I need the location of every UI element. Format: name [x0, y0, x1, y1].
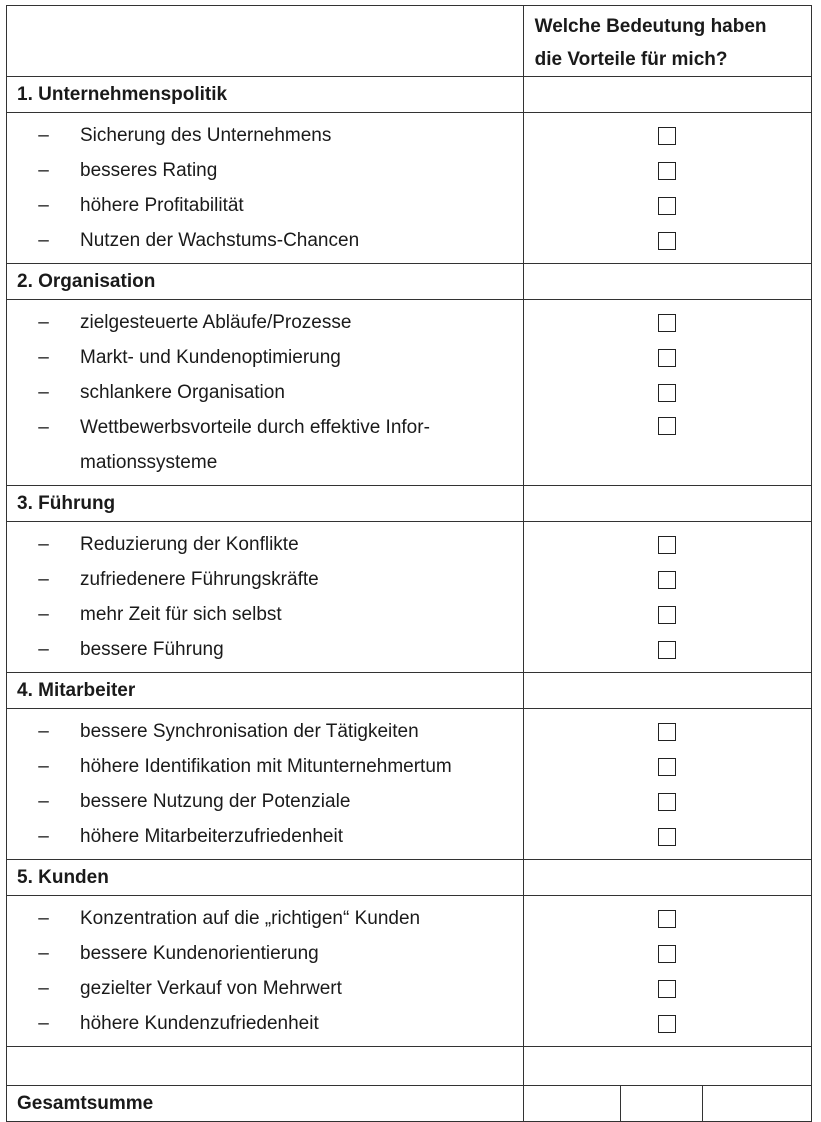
list-item: – Nutzen der Wachstums-Chancen	[38, 230, 360, 251]
benefits-table	[6, 5, 812, 1122]
section-title: 5. Kunden	[17, 867, 109, 888]
list-item: – höhere Kundenzufriedenheit	[38, 1013, 319, 1034]
list-item-continuation: mationssysteme	[80, 452, 218, 473]
list-item: – höhere Mitarbeiterzufriedenheit	[38, 826, 343, 847]
section-items-row	[7, 522, 812, 673]
checkbox[interactable]	[658, 162, 676, 180]
list-item: – Sicherung des Unternehmens	[38, 125, 332, 146]
list-item: – Reduzierung der Konflikte	[38, 534, 299, 555]
section-title-row	[7, 77, 812, 113]
header-cell	[523, 6, 811, 77]
list-item: – schlankere Organisation	[38, 382, 285, 403]
section-title-row	[7, 673, 812, 709]
total-row	[7, 1086, 812, 1122]
checkbox[interactable]	[658, 828, 676, 846]
section-items-row	[7, 300, 812, 486]
list-item: – bessere Synchronisation der Tätigkeiten	[38, 721, 419, 742]
header-line-1: Welche Bedeutung haben	[534, 16, 767, 37]
section-title-row	[7, 486, 812, 522]
checkbox[interactable]	[658, 945, 676, 963]
checkbox[interactable]	[658, 641, 676, 659]
list-item: – höhere Profitabilität	[38, 195, 244, 216]
list-item: – besseres Rating	[38, 160, 218, 181]
list-item: – Wettbewerbsvorteile durch effektive Infor-	[38, 417, 430, 438]
checkbox[interactable]	[658, 127, 676, 145]
checkbox[interactable]	[658, 723, 676, 741]
total-cell-3[interactable]	[702, 1086, 811, 1122]
checkbox[interactable]	[658, 384, 676, 402]
section-title: 4. Mitarbeiter	[17, 680, 136, 701]
list-item: – bessere Führung	[38, 639, 224, 660]
checkbox[interactable]	[658, 793, 676, 811]
list-item: – bessere Nutzung der Potenziale	[38, 791, 351, 812]
checkbox[interactable]	[658, 606, 676, 624]
list-item: – gezielter Verkauf von Mehrwert	[38, 978, 342, 999]
section-title: 2. Organisation	[17, 271, 156, 292]
checkbox[interactable]	[658, 314, 676, 332]
header-empty-cell	[7, 6, 524, 77]
checkbox[interactable]	[658, 232, 676, 250]
list-item: – Markt- und Kundenoptimierung	[38, 347, 341, 368]
checkbox[interactable]	[658, 197, 676, 215]
total-cell-1[interactable]	[523, 1086, 620, 1122]
list-item: – mehr Zeit für sich selbst	[38, 604, 282, 625]
list-item: – zielgesteuerte Abläufe/Prozesse	[38, 312, 352, 333]
list-item: – Konzentration auf die „richtigen“ Kunden	[38, 908, 421, 929]
list-item: – bessere Kundenorientierung	[38, 943, 319, 964]
header-row	[7, 6, 812, 77]
section-title: 3. Führung	[17, 493, 116, 514]
checkbox[interactable]	[658, 1015, 676, 1033]
list-item: – zufriedenere Führungskräfte	[38, 569, 319, 590]
checkbox[interactable]	[658, 417, 676, 435]
section-title: 1. Unternehmenspolitik	[17, 84, 228, 105]
section-title-row	[7, 264, 812, 300]
checkbox[interactable]	[658, 349, 676, 367]
list-item: – höhere Identifikation mit Mitunternehmertum	[38, 756, 452, 777]
empty-row	[7, 1047, 812, 1086]
checkbox[interactable]	[658, 571, 676, 589]
section-items-row	[7, 113, 812, 264]
checkbox[interactable]	[658, 980, 676, 998]
section-title-row	[7, 860, 812, 896]
total-label: Gesamtsumme	[17, 1093, 154, 1114]
header-line-2: die Vorteile für mich?	[534, 49, 728, 70]
checkbox[interactable]	[658, 536, 676, 554]
total-cell-2[interactable]	[620, 1086, 702, 1122]
checkbox[interactable]	[658, 758, 676, 776]
section-items-row	[7, 709, 812, 860]
checkbox[interactable]	[658, 910, 676, 928]
section-items-row	[7, 896, 812, 1047]
